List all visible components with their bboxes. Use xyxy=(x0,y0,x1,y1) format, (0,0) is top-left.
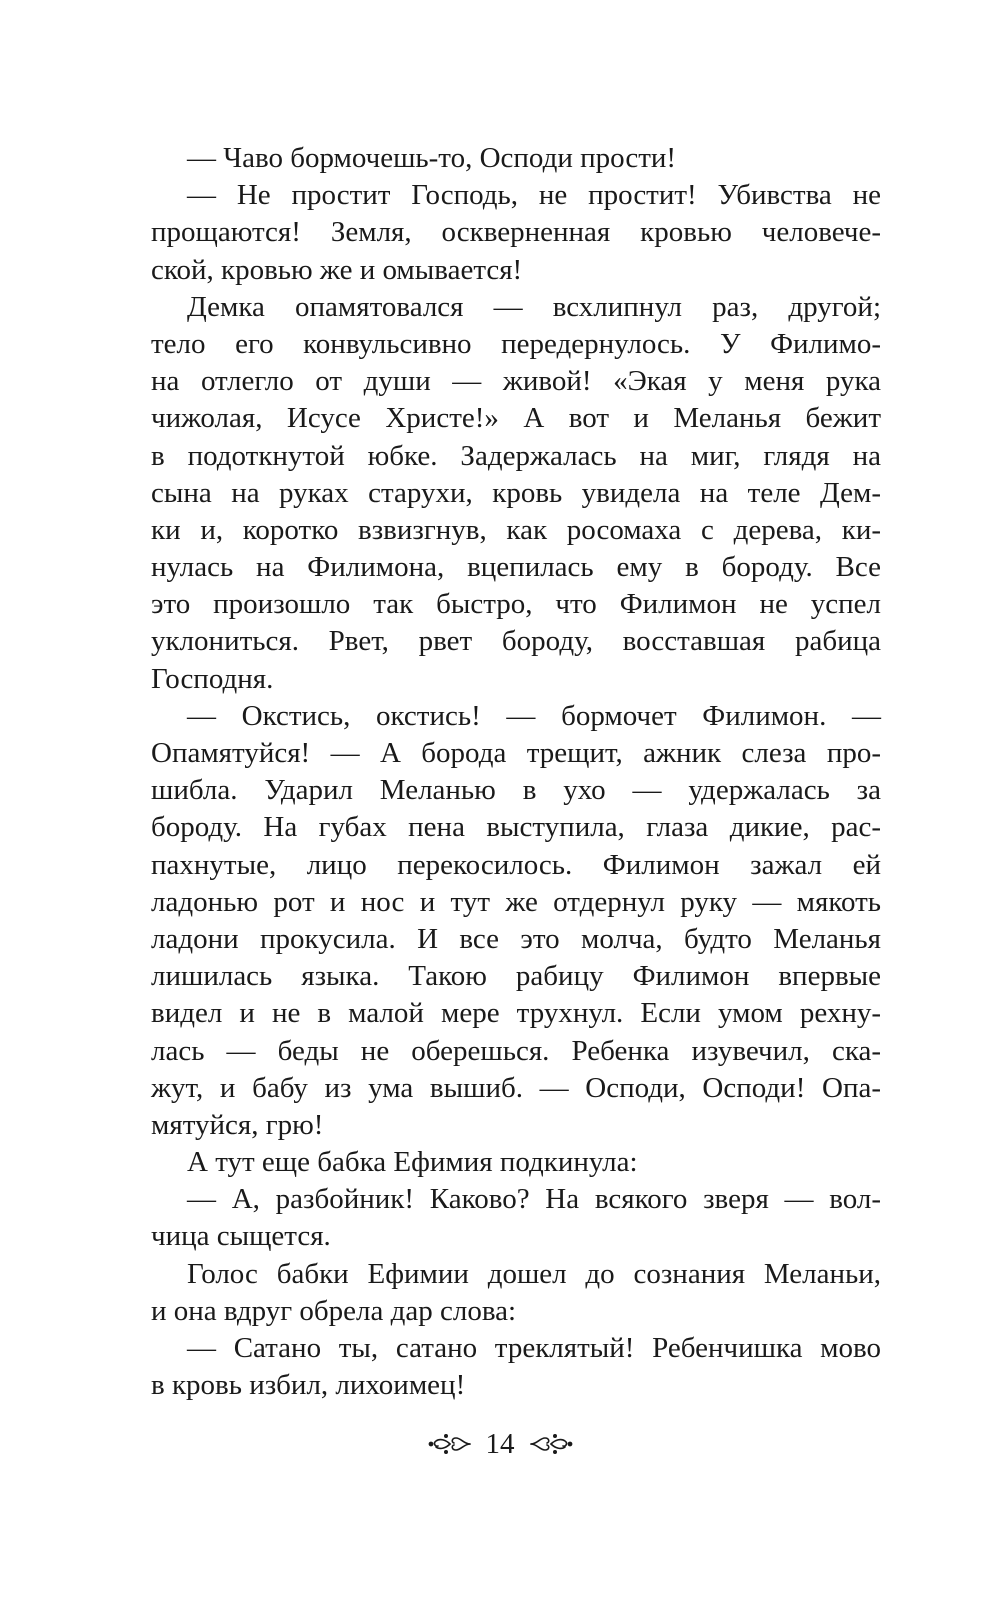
text-line: А тут еще бабка Ефимия подкинула: xyxy=(187,1146,638,1179)
text-line: Демка опамятовался — всхлипнул раз, другой; xyxy=(187,290,881,323)
text-line: чица сыщется. xyxy=(151,1220,331,1253)
body-text xyxy=(151,140,881,1404)
text-line: бороду. На губах пена выступила, глаза дикие, рас- xyxy=(151,811,881,844)
text-line: сына на руках старухи, кровь увидела на теле Дем- xyxy=(151,476,881,509)
page-footer xyxy=(0,1424,1000,1464)
text-line: жут, и бабу из ума вышиб. — Осподи, Осподи! Опа- xyxy=(151,1071,881,1104)
text-line: прощаются! Земля, оскверненная кровью человече- xyxy=(151,216,881,249)
text-line: шибла. Ударил Меланью в ухо — удержалась за xyxy=(151,774,881,807)
text-line: Голос бабки Ефимии дошел до сознания Меланьи, xyxy=(187,1257,881,1290)
text-line: тело его конвульсивно передернулось. У Филимо- xyxy=(151,327,881,360)
text-line: ки и, коротко взвизгнув, как росомаха с дерева, ки- xyxy=(151,513,881,546)
right-flourish-ornament-icon xyxy=(529,1432,573,1456)
text-line: лась — беды не оберешься. Ребенка изувечил, ска- xyxy=(151,1034,881,1067)
text-line: в подоткнутой юбке. Задержалась на миг, глядя на xyxy=(151,439,881,472)
text-line: — Чаво бормочешь-то, Осподи прости! xyxy=(187,142,677,174)
text-line: уклониться. Рвет, рвет бороду, восставшая рабица xyxy=(151,625,881,658)
text-line: пахнутые, лицо перекосилось. Филимон зажал ей xyxy=(151,848,881,881)
text-line: ской, кровью же и омывается! xyxy=(151,253,523,286)
text-line: — Сатано ты, сатано треклятый! Ребенчишка мово xyxy=(187,1332,881,1364)
text-line: Опамятуйся! — А борода трещит, ажник слеза про- xyxy=(151,737,881,769)
text-line: Господня. xyxy=(151,662,274,695)
left-flourish-ornament-icon xyxy=(428,1432,472,1456)
text-line: в кровь избил, лихоимец! xyxy=(151,1369,466,1402)
text-line: лишилась языка. Такою рабицу Филимон впервые xyxy=(151,960,881,993)
text-line: — А, разбойник! Каково? На всякого зверя — вол- xyxy=(187,1183,881,1216)
text-line: чижолая, Исусе Христе!» А вот и Меланья бежит xyxy=(151,402,881,435)
text-line: — Не простит Господь, не простит! Убивства не xyxy=(187,179,881,212)
page-number: 14 xyxy=(485,1428,515,1460)
text-line: и она вдруг обрела дар слова: xyxy=(151,1294,517,1327)
text-line: видел и не в малой мере трухнул. Если умом рехну- xyxy=(151,997,881,1030)
text-line: ладони прокусила. И все это молча, будто Меланья xyxy=(151,922,881,955)
text-line: на отлегло от души — живой! «Экая у меня рука xyxy=(151,365,881,398)
text-line: мятуйся, грю! xyxy=(151,1108,324,1141)
text-line: ладонью рот и нос и тут же отдернул руку — мякоть xyxy=(151,885,881,918)
text-line: — Окстись, окстись! — бормочет Филимон. — xyxy=(187,699,881,732)
text-line: это произошло так быстро, что Филимон не успел xyxy=(151,588,881,621)
text-line: нулась на Филимона, вцепилась ему в бороду. Все xyxy=(151,551,881,584)
